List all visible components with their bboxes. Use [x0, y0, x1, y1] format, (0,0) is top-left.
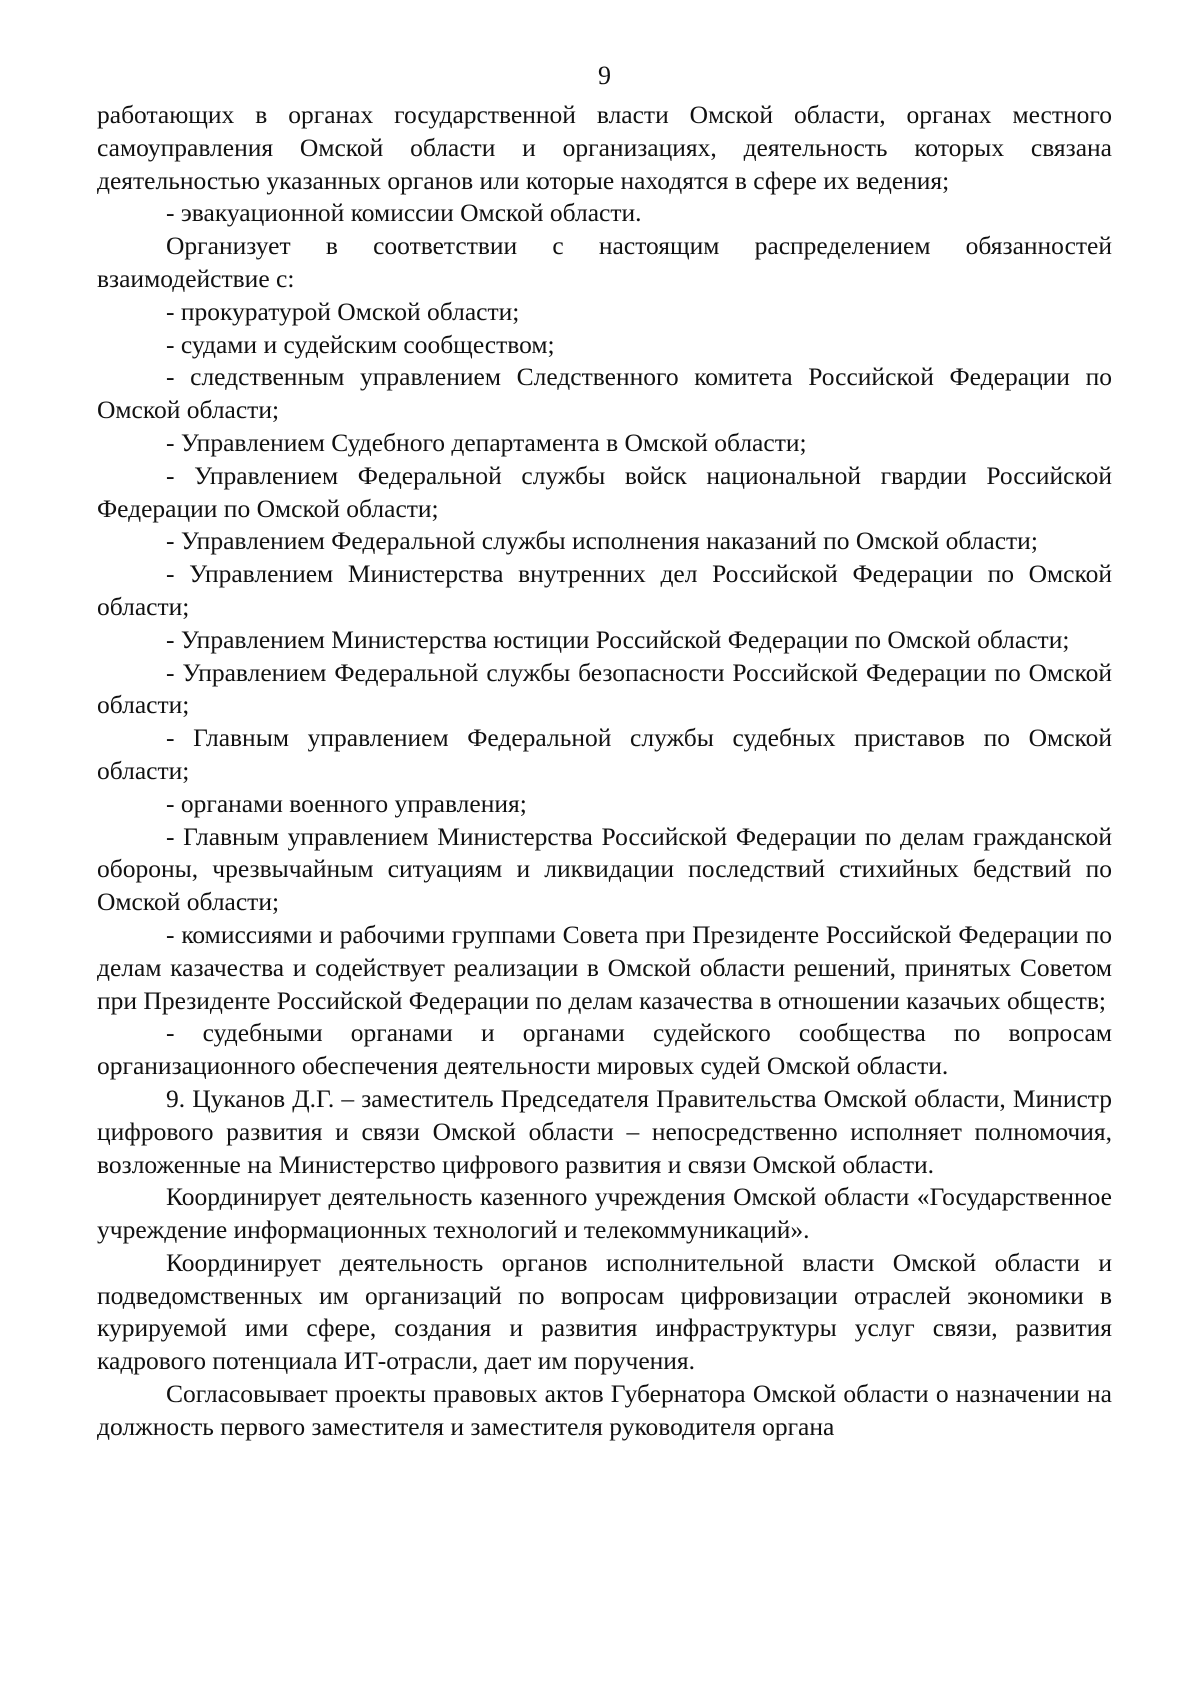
list-item: - судами и судейским сообществом; — [166, 329, 555, 359]
list-item: - судебными органами и органами судейского сообщества по вопросам организационного обеспечения деятельности мировых судей Омской области. — [97, 1018, 1112, 1081]
list-item: - Главным управлением Министерства Российской Федерации по делам гражданской обороны, чрезвычайным ситуациям и ликвидации последствий стихийных бедствий по Омской области; — [97, 821, 1112, 917]
list-item: - Управлением Федеральной службы безопасности Российской Федерации по Омской области; — [97, 657, 1112, 720]
page-number: 9 — [598, 61, 611, 90]
list-item: - органами военного управления; — [166, 788, 527, 818]
paragraph: работающих в органах государственной власти Омской области, органах местного самоуправления Омской области и организациях, деятельность которых связана деятельностью указанных органов или которые находятся в сфере их ведения; — [97, 100, 1112, 195]
paragraph: 9. Цуканов Д.Г. – заместитель Председателя Правительства Омской области, Министр цифрового развития и связи Омской области – непосредственно исполняет полномочия, возложенные на Министерство цифрового развития и связи Омской области. — [97, 1083, 1112, 1179]
list-item: - прокуратурой Омской области; — [166, 296, 520, 326]
paragraph: Координирует деятельность казенного учреждения Омской области «Государственное учреждение информационных технологий и телекоммуникаций». — [97, 1182, 1112, 1245]
paragraph: Согласовывает проекты правовых актов Губернатора Омской области о назначении на должность первого заместителя и заместителя руководителя органа — [97, 1379, 1112, 1441]
list-item: - Главным управлением Федеральной службы судебных приставов по Омской области; — [97, 723, 1112, 785]
paragraph: - эвакуационной комиссии Омской области. — [166, 198, 642, 228]
paragraph: Организует в соответствии с настоящим распределением обязанностей взаимодействие с: — [97, 231, 1112, 293]
list-item: - Управлением Федеральной службы исполнения наказаний по Омской области; — [166, 526, 1038, 556]
paragraph: Координирует деятельность органов исполнительной власти Омской области и подведомственных им организаций по вопросам цифровизации отраслей экономики в курируемой ими сфере, создания и развития инфраструктуры услуг связи, развития кадрового потенциала ИТ-отрасли, дает им поручения. — [97, 1247, 1112, 1376]
list-item: - Управлением Министерства внутренних дел Российской Федерации по Омской области; — [97, 559, 1112, 621]
list-item: - следственным управлением Следственного комитета Российской Федерации по Омской области; — [97, 362, 1112, 425]
list-item: - Управлением Министерства юстиции Российской Федерации по Омской области; — [166, 624, 1070, 654]
list-item: - комиссиями и рабочими группами Совета при Президенте Российской Федерации по делам казачества и содействует реализации в Омской области решений, принятых Советом при Президенте Российской Федерации по делам казачества в отношении казачьих обществ; — [97, 919, 1112, 1015]
list-item: - Управлением Федеральной службы войск национальной гвардии Российской Федерации по Омской области; — [97, 460, 1112, 523]
document-page — [97, 55, 1112, 1444]
list-item: - Управлением Судебного департамента в Омской области; — [166, 427, 807, 457]
document-body — [97, 99, 1112, 1444]
